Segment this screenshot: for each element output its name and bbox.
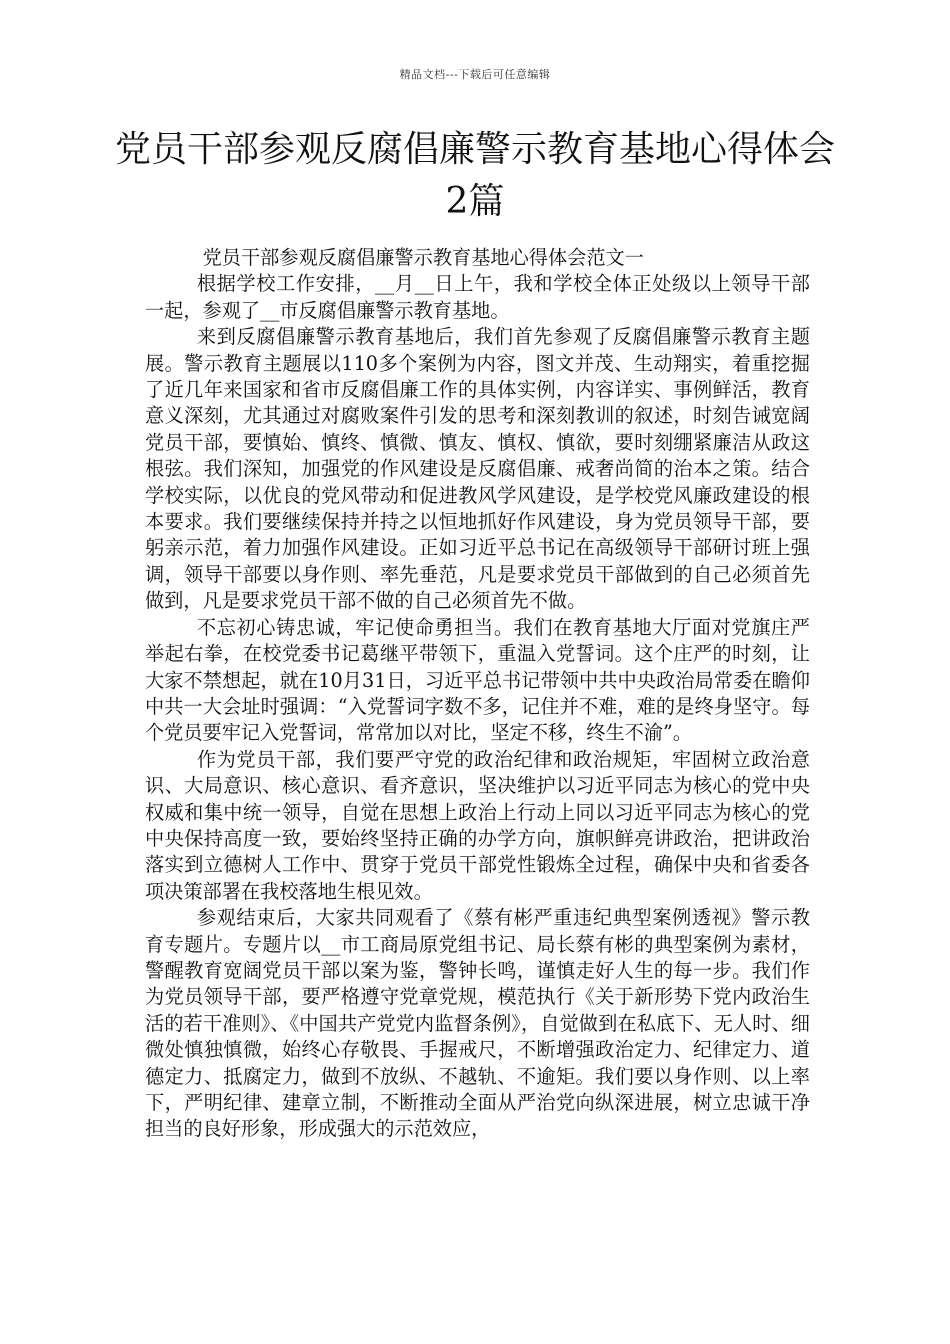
body-paragraph: 不忘初心铸忠诚，牢记使命勇担当。我们在教育基地大厅面对党旗庄严举起右拳，在校党委书记葛继平带领下，重温入党誓词。这个庄严的时刻，让大家不禁想起，就在10月31日，习近平总书记带领中共中央政治局常委在瞻仰中共一大会址时强调：“入党誓词字数不多，记住并不难，难的是终身坚守。每个党员要牢记入党誓词，常常加以对比，坚定不移，终生不渝”。 xyxy=(145,615,810,745)
running-header: 精品文档---下载后可任意编辑 xyxy=(399,68,551,81)
body-paragraph: 参观结束后，大家共同观看了《蔡有彬严重违纪典型案例透视》警示教育专题片。专题片以__市工商局原党组书记、局长蔡有彬的典型案例为素材，警醒教育宽阔党员干部以案为鉴，警钟长鸣，谨慎走好人生的每一步。我们作为党员领导干部，要严格遵守党章党规，模范执行《关于新形势下党内政治生活的若干准则》、《中国共产党党内监督条例》，自觉做到在私底下、无人时、细微处慎独慎微，始终心存敬畏、手握戒尺，不断增强政治定力、纪律定力、道德定力、抵腐定力，做到不放纵、不越轨、不逾矩。我们要以身作则、以上率下，严明纪律、建章立制，不断推动全面从严治党向纵深进展，树立忠诚干净担当的良好形象，形成强大的示范效应， xyxy=(145,906,810,1141)
section-subtitle: 党员干部参观反腐倡廉警示教育基地心得体会范文一 xyxy=(202,246,644,269)
document-body xyxy=(145,245,810,1143)
body-paragraph: 来到反腐倡廉警示教育基地后，我们首先参观了反腐倡廉警示教育主题展。警示教育主题展以110多个案例为内容，图文并茂、生动翔实，着重挖掘了近几年来国家和省市反腐倡廉工作的具体实例，内容详实、事例鲜活，教育意义深刻，尤其通过对腐败案件引发的思考和深刻教训的叙述，时刻告诫宽阔党员干部，要慎始、慎终、慎微、慎友、慎权、慎欲，要时刻绷紧廉洁从政这根弦。我们深知，加强党的作风建设是反腐倡廉、戒奢尚简的治本之策。结合学校实际，以优良的党风带动和促进教风学风建设，是学校党风廉政建设的根本要求。我们要继续保持并持之以恒地抓好作风建设，身为党员领导干部，要躬亲示范，着力加强作风建设。正如习近平总书记在高级领导干部研讨班上强调，领导干部要以身作则、率先垂范，凡是要求党员干部做到的自己必须首先做到，凡是要求党员干部不做的自己必须首先不做。 xyxy=(145,325,810,613)
body-paragraph: 作为党员干部，我们要严守党的政治纪律和政治规矩，牢固树立政治意识、大局意识、核心意识、看齐意识，坚决维护以习近平同志为核心的党中央权威和集中统一领导，自觉在思想上政治上行动上同以习近平同志为核心的党中央保持高度一致，要始终坚持正确的办学方向，旗帜鲜亮讲政治，把讲政治落实到立德树人工作中、贯穿于党员干部党性锻炼全过程，确保中央和省委各项决策部署在我校落地生根见效。 xyxy=(145,747,810,903)
body-paragraph: 根据学校工作安排，__月__日上午，我和学校全体正处级以上领导干部一起，参观了__市反腐倡廉警示教育基地。 xyxy=(145,272,810,322)
document-title: 党员干部参观反腐倡廉警示教育基地心得体会2篇 xyxy=(114,129,835,222)
